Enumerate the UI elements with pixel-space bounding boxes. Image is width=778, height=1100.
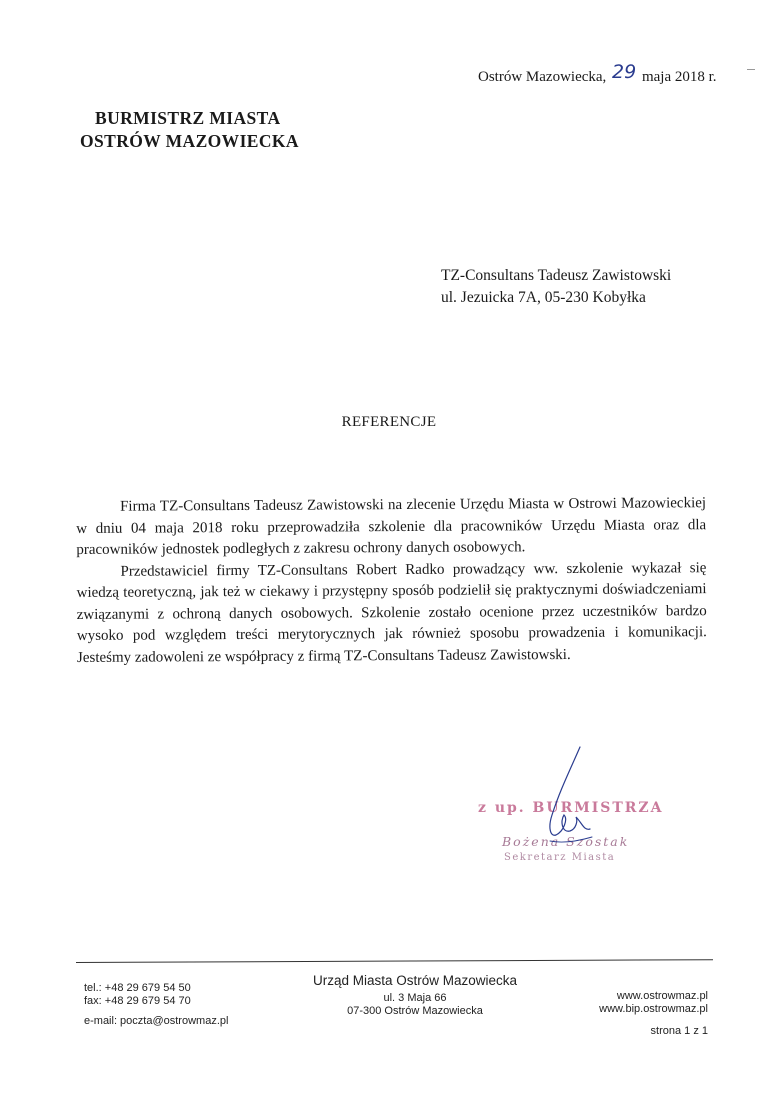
stamp-line-1: z up. BURMISTRZA — [478, 800, 664, 816]
footer-email: e-mail: poczta@ostrowmaz.pl — [84, 1015, 229, 1027]
recipient-address: ul. Jezuicka 7A, 05-230 Kobyłka — [441, 289, 646, 306]
footer-phone: tel.: +48 29 679 54 50 — [84, 982, 191, 994]
footer-street: ul. 3 Maja 66 — [383, 992, 447, 1004]
letter-body — [76, 493, 707, 669]
footer-website: www.ostrowmaz.pl — [616, 990, 708, 1002]
footer-web — [560, 990, 708, 1038]
scan-mark — [747, 69, 755, 70]
body-paragraph-2: Przedstawiciel firmy TZ-Consultans Robert Radko prowadzący ww. szkolenie wykazał się wiedzą teoretyczną, jak też w ciekawy i przystępny sposób podzielił się praktycznymi doświadczeniami związanymi z ochroną danych osobowych. Szkolenie zostało ocenione przez uczestników bardzo wysoko pod względem treści merytorycznych jak również sposobu prowadzenia i komunikacji. Jesteśmy zadowoleni ze współpracy z firmą TZ-Consultans Tadeusz Zawistowski. — [76, 559, 707, 666]
date-month-year: maja 2018 r. — [641, 69, 717, 85]
issuer-line-1: BURMISTRZ MIASTA — [95, 108, 281, 128]
document-date — [478, 61, 717, 86]
stamp-line-2: Bożena Szostak — [502, 834, 630, 849]
footer-divider — [76, 959, 713, 963]
handwritten-signature — [520, 745, 610, 855]
recipient-name: TZ-Consultans Tadeusz Zawistowski — [441, 267, 672, 284]
document-title: REFERENCJE — [341, 414, 437, 430]
body-paragraph-1: Firma TZ-Consultans Tadeusz Zawistowski na zlecenie Urzędu Miasta w Ostrowi Mazowieckiej w dniu 04 maja 2018 roku przeprowadziła szkolenie dla pracowników Urzędu Miasta oraz dla pracowników jednostek podległych z zakresu ochrony danych osobowych. — [76, 495, 707, 558]
footer-city: 07-300 Ostrów Mazowiecka — [347, 1005, 483, 1017]
date-place: Ostrów Mazowiecka, — [478, 69, 607, 85]
date-day-handwritten: 29 — [612, 61, 637, 83]
issuer-heading — [80, 107, 299, 153]
footer-fax: fax: +48 29 679 54 70 — [84, 994, 191, 1007]
footer-organization — [290, 973, 540, 1018]
stamp-line-3: Sekretarz Miasta — [504, 852, 616, 863]
page-number: strona 1 z 1 — [650, 1025, 708, 1037]
footer-contact — [84, 982, 228, 1028]
issuer-line-2: OSTRÓW MAZOWIECKA — [80, 131, 299, 151]
footer-org-name: Urząd Miasta Ostrów Mazowiecka — [312, 973, 518, 988]
footer-bip-website: www.bip.ostrowmaz.pl — [599, 1003, 708, 1015]
recipient-block — [441, 265, 671, 309]
